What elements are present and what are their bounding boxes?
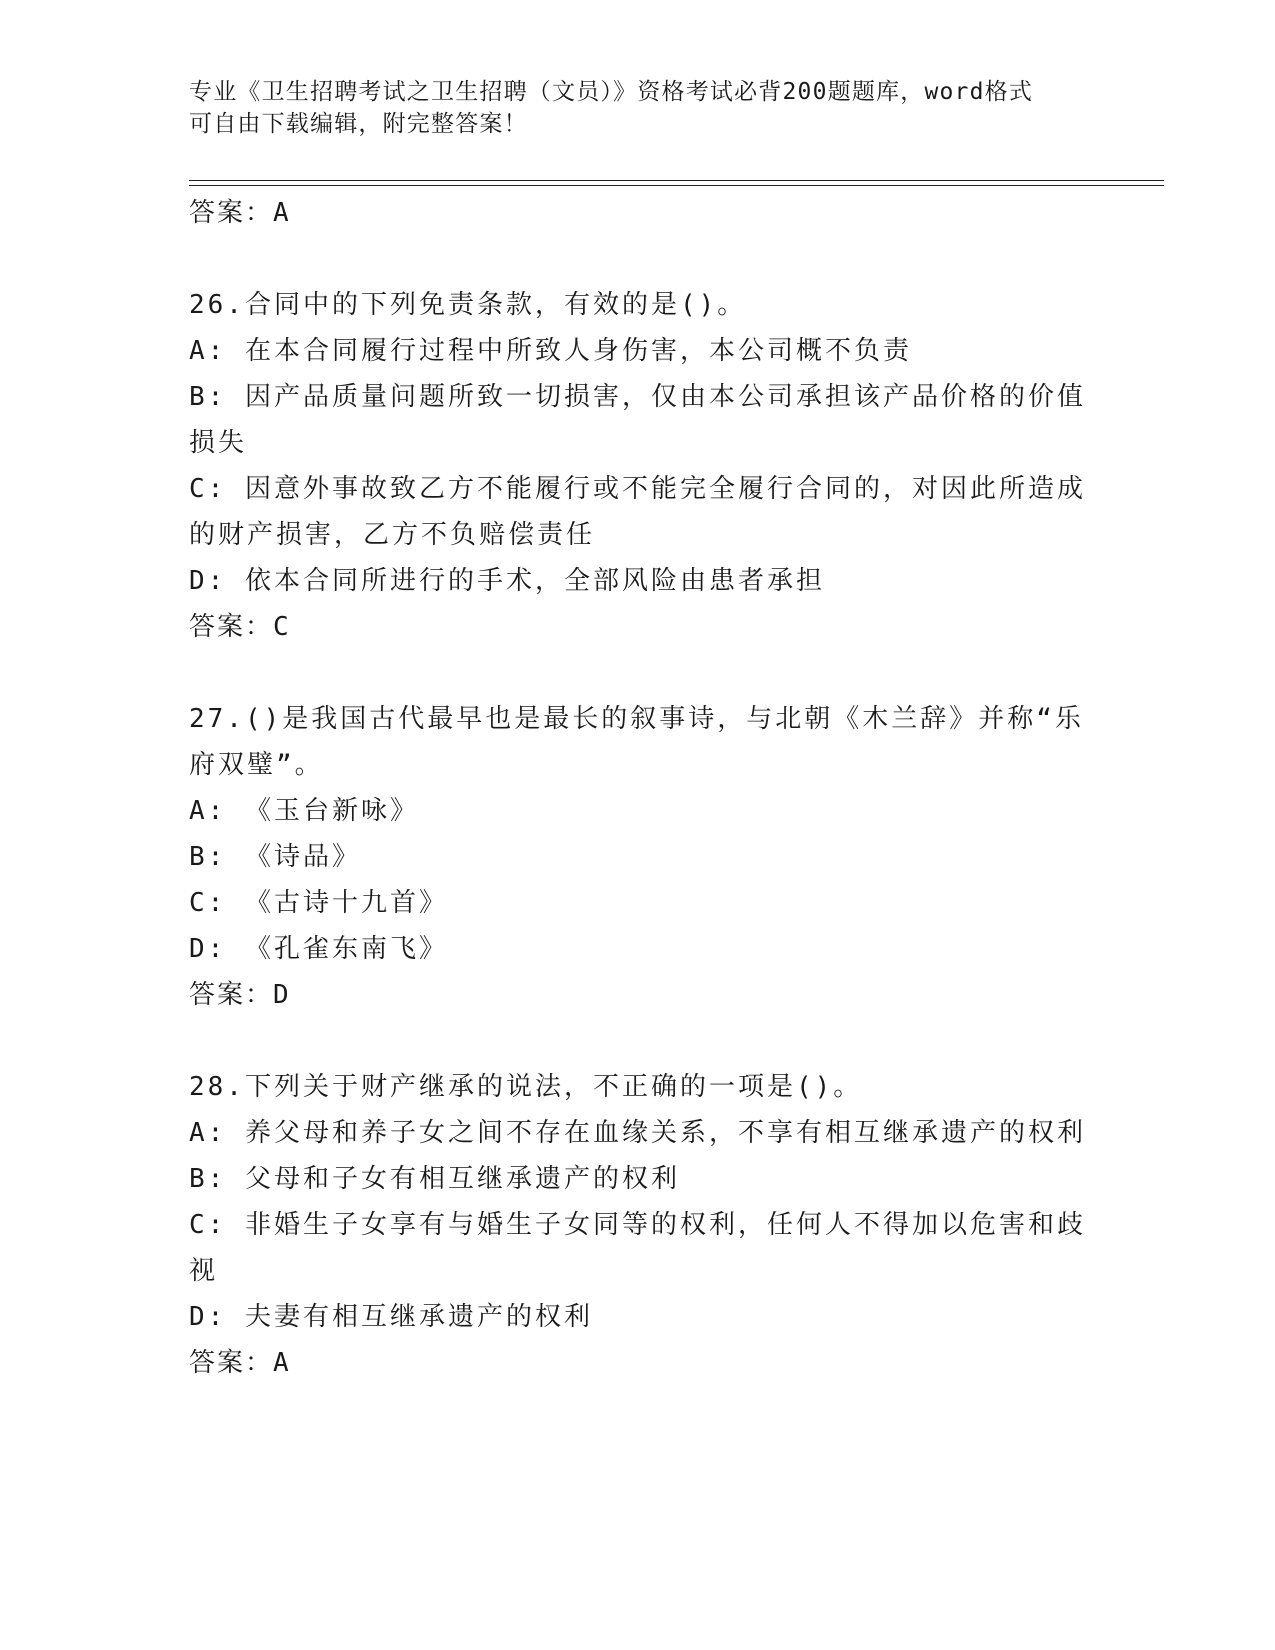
option-c-continued: 的财产损害，乙方不负赔偿责任 xyxy=(189,520,596,550)
option-c-continued: 视 xyxy=(189,1256,219,1286)
answer-value: A xyxy=(273,1348,290,1378)
option-d: D: 《孔雀东南飞》 xyxy=(189,934,448,964)
question-answer xyxy=(189,1340,1089,1386)
answer-value: D xyxy=(273,980,290,1010)
option-c: C: 因意外事故致乙方不能履行或不能完全履行合同的，对因此所造成 xyxy=(189,474,1086,504)
answer-label: 答案： xyxy=(189,612,274,642)
previous-answer xyxy=(189,190,1089,236)
option-a: A: 在本合同履行过程中所致人身伤害，本公司概不负责 xyxy=(189,336,912,366)
option-b: B: 父母和子女有相互继承遗产的权利 xyxy=(189,1164,680,1194)
answer-value: A xyxy=(273,198,290,228)
question-block xyxy=(189,696,1089,1018)
answer-value: C xyxy=(273,612,290,642)
option-d: D: 依本合同所进行的手术，全部风险由患者承担 xyxy=(189,566,825,596)
option-c: C: 非婚生子女享有与婚生子女同等的权利，任何人不得加以危害和歧 xyxy=(189,1210,1086,1240)
option-d: D: 夫妻有相互继承遗产的权利 xyxy=(189,1302,593,1332)
document-header xyxy=(189,76,1089,140)
header-line-2: 可自由下载编辑，附完整答案！ xyxy=(189,111,528,137)
answer-label: 答案： xyxy=(189,1348,274,1378)
header-line-1: 专业《卫生招聘考试之卫生招聘（文员）》资格考试必背200题题库，word格式 xyxy=(189,79,1034,105)
option-b-continued: 损失 xyxy=(189,428,248,458)
question-list xyxy=(189,190,1089,1386)
question-block xyxy=(189,282,1089,650)
question-answer xyxy=(189,604,1089,650)
option-c: C: 《古诗十九首》 xyxy=(189,888,448,918)
answer-label: 答案： xyxy=(189,980,274,1010)
answer-label: 答案： xyxy=(189,198,274,228)
option-a: A: 《玉台新咏》 xyxy=(189,796,419,826)
option-a: A: 养父母和养子女之间不存在血缘关系，不享有相互继承遗产的权利 xyxy=(189,1118,1086,1148)
option-b: B: 因产品质量问题所致一切损害，仅由本公司承担该产品价格的价值 xyxy=(189,382,1086,412)
question-answer xyxy=(189,972,1089,1018)
question-block xyxy=(189,1064,1089,1386)
header-divider-bottom xyxy=(189,185,1164,186)
question-stem: 26.合同中的下列免责条款，有效的是()。 xyxy=(189,290,747,320)
question-stem-continued: 府双璧”。 xyxy=(189,750,324,780)
header-divider-top xyxy=(189,180,1164,181)
question-stem: 28.下列关于财产继承的说法，不正确的一项是()。 xyxy=(189,1072,863,1102)
question-stem: 27.()是我国古代最早也是最长的叙事诗，与北朝《木兰辞》并称“乐 xyxy=(189,704,1084,734)
option-b: B: 《诗品》 xyxy=(189,842,361,872)
